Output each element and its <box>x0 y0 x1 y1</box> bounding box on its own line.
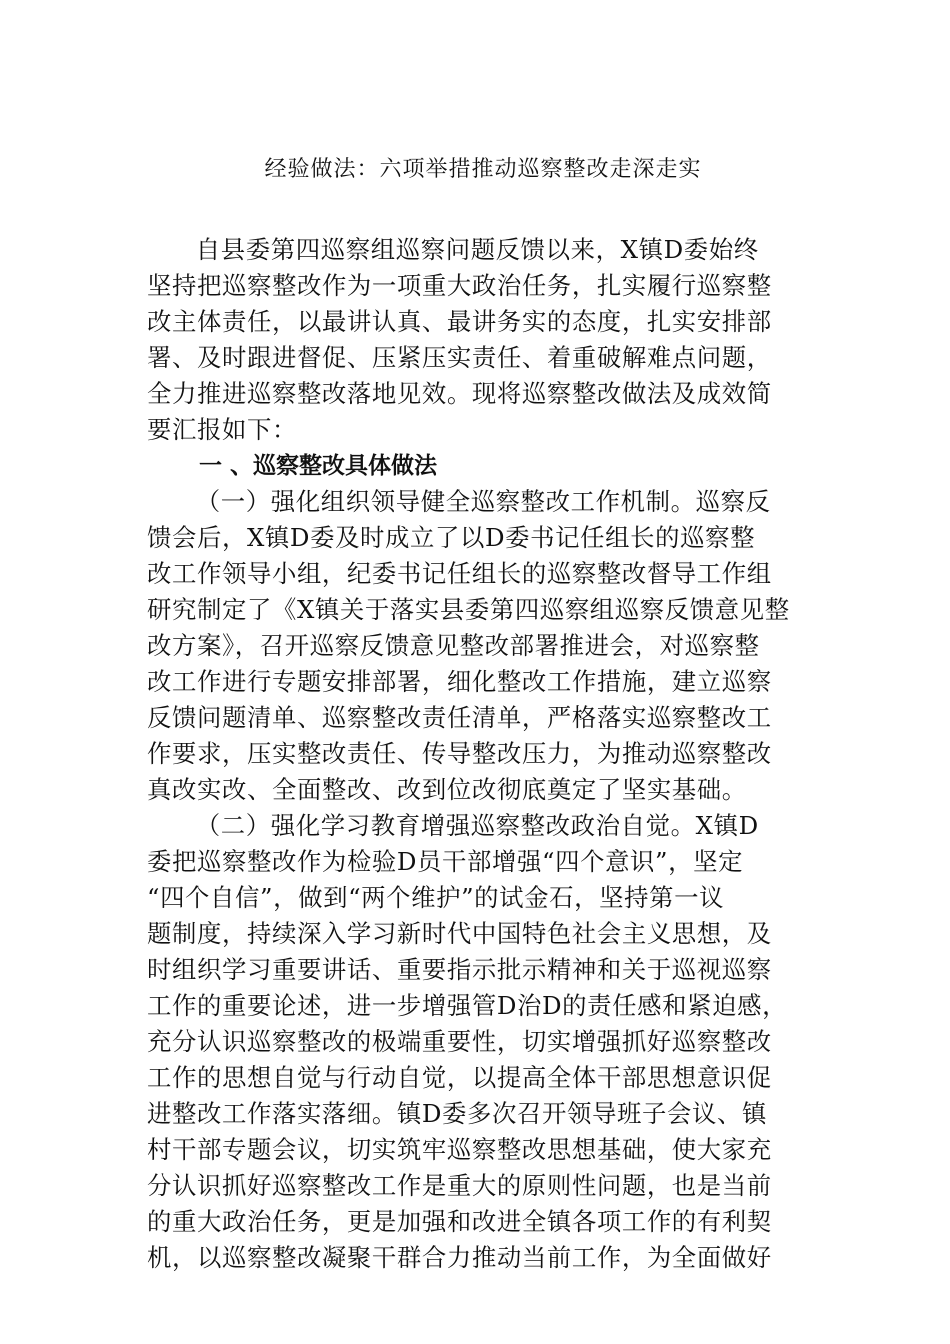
subsection-2-paragraph <box>147 808 819 1276</box>
text-line: “四个自信”，做到“两个维护”的试金石，坚持第一议 <box>147 883 725 912</box>
text-line: 的重大政治任务，更是加强和改进全镇各项工作的有利契 <box>147 1207 772 1236</box>
text-line: 作要求，压实整改责任、传导整改压力，为推动巡察整改 <box>147 739 772 768</box>
section-heading: 一 、巡察整改具体做法 <box>199 453 438 479</box>
text-line: （一）强化组织领导健全巡察整改工作机制。巡察反 <box>195 487 771 516</box>
text-line: 坚持把巡察整改作为一项重大政治任务，扎实履行巡察整 <box>147 271 772 300</box>
text-line: 自县委第四巡察组巡察问题反馈以来，X镇D委始终 <box>195 235 759 264</box>
text-line: 村干部专题会议，切实筑牢巡察整改思想基础，使大家充 <box>147 1135 772 1164</box>
document-page <box>147 150 819 1276</box>
text-line: 时组织学习重要讲话、重要指示批示精神和关于巡视巡察 <box>147 955 772 984</box>
text-line: 真改实改、全面整改、改到位改彻底奠定了坚实基础。 <box>147 775 747 804</box>
text-line: 署、及时跟进督促、压紧压实责任、着重破解难点问题， <box>147 343 772 372</box>
text-line: 研究制定了《X镇关于落实县委第四巡察组巡察反馈意见整 <box>147 595 790 624</box>
text-line: 改工作领导小组，纪委书记任组长的巡察整改督导工作组 <box>147 559 772 588</box>
text-line: 工作的思想自觉与行动自觉，以提高全体干部思想意识促 <box>147 1063 772 1092</box>
text-line: 改工作进行专题安排部署，细化整改工作措施，建立巡察 <box>147 667 772 696</box>
text-line: 要汇报如下： <box>147 415 297 444</box>
text-line: 改方案》，召开巡察反馈意见整改部署推进会，对巡察整 <box>147 631 760 660</box>
text-line: 馈会后，X镇D委及时成立了以D委书记任组长的巡察整 <box>147 523 756 552</box>
document-title: 经验做法：六项举措推动巡察整改走深走实 <box>264 157 702 182</box>
text-line: 分认识抓好巡察整改工作是重大的原则性问题，也是当前 <box>147 1171 772 1200</box>
text-line: 委把巡察整改作为检验D员干部增强“四个意识”，坚定 <box>147 847 744 876</box>
text-line: 全力推进巡察整改落地见效。现将巡察整改做法及成效简 <box>147 379 772 408</box>
text-line: 充分认识巡察整改的极端重要性，切实增强抓好巡察整改 <box>147 1027 772 1056</box>
intro-paragraph <box>147 232 819 448</box>
text-line: （二）强化学习教育增强巡察整改政治自觉。X镇D <box>195 811 759 840</box>
subsection-1-paragraph <box>147 484 819 808</box>
text-line: 题制度，持续深入学习新时代中国特色社会主义思想，及 <box>147 919 772 948</box>
text-line: 反馈问题清单、巡察整改责任清单，严格落实巡察整改工 <box>147 703 772 732</box>
text-line: 进整改工作落实落细。镇D委多次召开领导班子会议、镇 <box>147 1099 767 1128</box>
text-line: 改主体责任，以最讲认真、最讲务实的态度，扎实安排部 <box>147 307 772 336</box>
text-line: 机，以巡察整改凝聚干群合力推动当前工作，为全面做好 <box>147 1243 772 1272</box>
text-line: 工作的重要论述，进一步增强管D治D的责任感和紧迫感， <box>147 991 788 1020</box>
